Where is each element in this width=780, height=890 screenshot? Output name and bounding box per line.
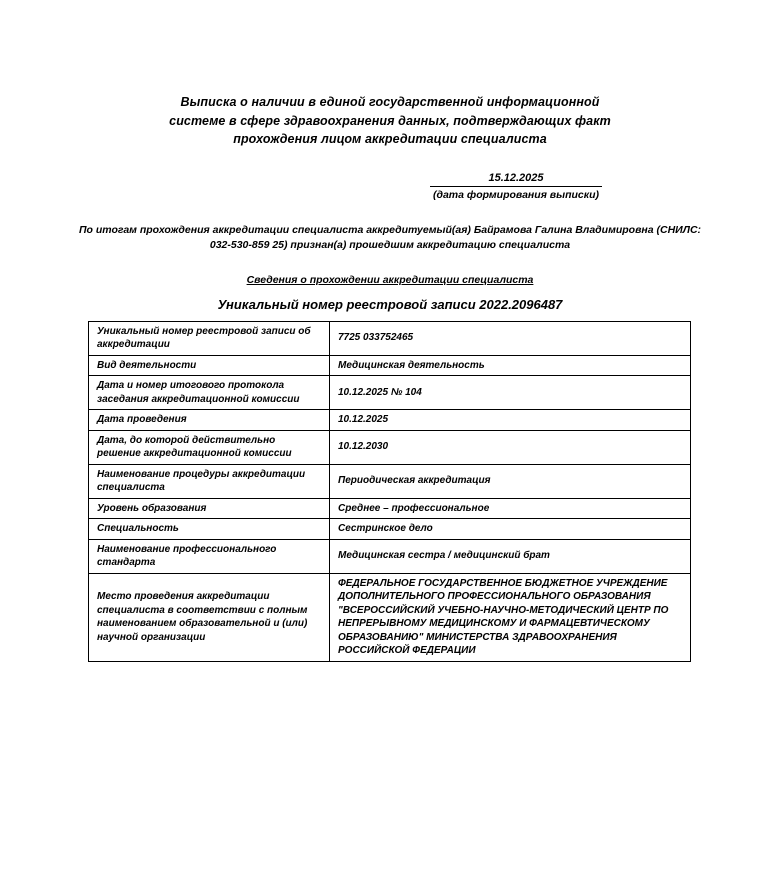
row-value: Сестринское дело bbox=[330, 519, 691, 540]
row-value: 10.12.2025 bbox=[330, 410, 691, 431]
row-label: Место проведения аккредитации специалиста в соответствии с полным наименованием образовательной и (или) научной организации bbox=[89, 573, 330, 661]
section-heading: Сведения о прохождении аккредитации специалиста bbox=[246, 273, 534, 286]
row-value: 10.12.2030 bbox=[330, 430, 691, 464]
row-value: Медицинская деятельность bbox=[330, 355, 691, 376]
registry-number-heading: Уникальный номер реестровой записи 2022.2096487 bbox=[217, 296, 563, 312]
row-label: Уникальный номер реестровой записи об аккредитации bbox=[89, 321, 330, 355]
row-label: Дата проведения bbox=[89, 410, 330, 431]
issue-date-block bbox=[430, 172, 602, 201]
intro-paragraph bbox=[0, 223, 780, 253]
row-label: Уровень образования bbox=[89, 498, 330, 519]
document-title bbox=[0, 93, 780, 149]
table-row bbox=[89, 498, 691, 519]
row-label: Дата, до которой действительно решение аккредитационной комиссии bbox=[89, 430, 330, 464]
intro-line-1: По итогам прохождения аккредитации специалиста аккредитуемый(ая) Байрамова Галина Владимировна (СНИЛС: bbox=[78, 223, 702, 236]
issue-date: 15.12.2025 bbox=[430, 172, 602, 187]
table-row bbox=[89, 376, 691, 410]
table-row bbox=[89, 321, 691, 355]
title-line-3: прохождения лицом аккредитации специалиста bbox=[233, 132, 547, 146]
table-row bbox=[89, 464, 691, 498]
row-value: Среднее – профессиональное bbox=[330, 498, 691, 519]
table-row bbox=[89, 573, 691, 661]
row-label: Вид деятельности bbox=[89, 355, 330, 376]
table-row bbox=[89, 410, 691, 431]
row-value: 10.12.2025 № 104 bbox=[330, 376, 691, 410]
row-value: ФЕДЕРАЛЬНОЕ ГОСУДАРСТВЕННОЕ БЮДЖЕТНОЕ УЧРЕЖДЕНИЕ ДОПОЛНИТЕЛЬНОГО ПРОФЕССИОНАЛЬНОГО ОБРАЗОВАНИЯ "ВСЕРОССИЙСКИЙ УЧЕБНО-НАУЧНО-МЕТОДИЧЕСКИЙ ЦЕНТР ПО НЕПРЕРЫВНОМУ МЕДИЦИНСКОМУ И ФАРМАЦЕВТИЧЕСКОМУ ОБРАЗОВАНИЮ" МИНИСТЕРСТВА ЗДРАВООХРАНЕНИЯ РОССИЙСКОЙ ФЕДЕРАЦИИ bbox=[330, 573, 691, 661]
issue-date-caption: (дата формирования выписки) bbox=[432, 188, 600, 201]
row-label: Специальность bbox=[89, 519, 330, 540]
row-value: 7725 033752465 bbox=[330, 321, 691, 355]
table-row bbox=[89, 519, 691, 540]
title-line-1: Выписка о наличии в единой государственной информационной bbox=[180, 95, 600, 109]
row-label: Дата и номер итогового протокола заседания аккредитационной комиссии bbox=[89, 376, 330, 410]
table-row bbox=[89, 539, 691, 573]
row-value: Периодическая аккредитация bbox=[330, 464, 691, 498]
accreditation-table bbox=[88, 321, 691, 662]
row-value: Медицинская сестра / медицинский брат bbox=[330, 539, 691, 573]
table-row bbox=[89, 430, 691, 464]
row-label: Наименование процедуры аккредитации специалиста bbox=[89, 464, 330, 498]
row-label: Наименование профессионального стандарта bbox=[89, 539, 330, 573]
table-row bbox=[89, 355, 691, 376]
intro-line-2: 032-530-859 25) признан(а) прошедшим аккредитацию специалиста bbox=[209, 238, 571, 251]
title-line-2: системе в сфере здравоохранения данных, подтверждающих факт bbox=[169, 113, 611, 128]
